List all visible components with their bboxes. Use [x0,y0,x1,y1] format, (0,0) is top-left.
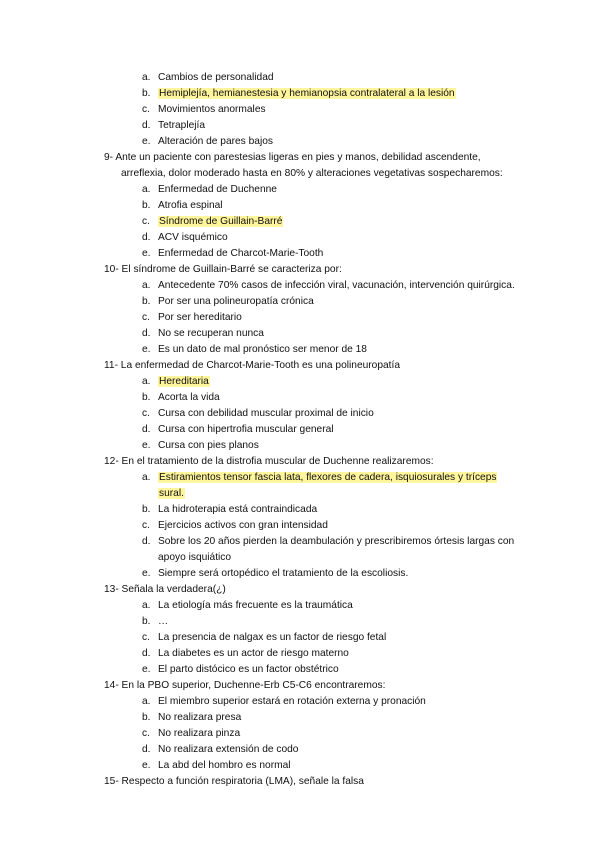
option-8e: e. Alteración de pares bajos [142,136,273,147]
question-11: 11- La enfermedad de Charcot-Marie-Tooth es una polineuropatía [104,360,400,371]
option-8a: a. Cambios de personalidad [142,72,274,83]
question-10: 10- El síndrome de Guillain-Barré se caracteriza por: [104,264,342,275]
option-14e: e. La abd del hombro es normal [142,760,291,771]
option-14d: d. No realizara extensión de codo [142,744,299,755]
option-13e: e. El parto distócico es un factor obstétrico [142,664,339,675]
option-11b: b. Acorta la vida [142,392,220,403]
option-13b: b. … [142,616,169,627]
option-13d: d. La diabetes es un actor de riesgo materno [142,648,349,659]
question-13: 13- Señala la verdadera(¿) [104,584,226,595]
option-13c: c. La presencia de nalgax es un factor de riesgo fetal [142,632,387,643]
option-8d: d. Tetraplejía [142,120,206,131]
option-13a: a. La etiología más frecuente es la traumática [142,600,353,611]
option-10d: d. No se recuperan nunca [142,328,264,339]
highlighted-answer: Hemiplejía, hemianestesia y hemianopsia contralateral a la lesión [159,88,455,99]
option-12d: d. Sobre los 20 años pierden la deambulación y prescribiremos órtesis largas con [142,536,515,547]
question-9-continuation: arreflexia, dolor moderado hasta en 80% y alteraciones vegetativas sospecharemos: [121,168,503,179]
question-12: 12- En el tratamiento de la distrofia muscular de Duchenne realizaremos: [104,456,434,467]
option-10a: a. Antecedente 70% casos de infección viral, vacunación, intervención quirúrgica. [142,280,515,291]
option-11a: a. Hereditaria [142,376,209,387]
option-12d-continuation: apoyo isquiático [158,552,232,563]
option-14c: c. No realizara pinza [142,728,241,739]
highlighted-answer: Hereditaria [159,376,209,387]
question-14: 14- En la PBO superior, Duchenne-Erb C5-C6 encontraremos: [104,680,386,691]
option-14a: a. El miembro superior estará en rotación externa y pronación [142,696,426,707]
option-12a: a. Estiramientos tensor fascia lata, flexores de cadera, isquiosurales y tríceps [142,472,497,483]
option-9b: b. Atrofia espinal [142,200,223,211]
option-11d: d. Cursa con hipertrofia muscular general [142,424,334,435]
option-10c: c. Por ser hereditario [142,312,242,323]
option-8b: b. Hemiplejía, hemianestesia y hemianopsia contralateral a la lesión [142,88,455,99]
option-14b: b. No realizara presa [142,712,242,723]
question-9: 9- Ante un paciente con parestesias ligeras en pies y manos, debilidad ascendente, [104,152,481,163]
option-10b: b. Por ser una polineuropatía crónica [142,296,314,307]
option-9e: e. Enfermedad de Charcot-Marie-Tooth [142,248,324,259]
option-9a: a. Enfermedad de Duchenne [142,184,277,195]
option-11e: e. Cursa con pies planos [142,440,259,451]
option-12b: b. La hidroterapia está contraindicada [142,504,318,515]
highlighted-answer: Estiramientos tensor fascia lata, flexores de cadera, isquiosurales y tríceps [159,472,497,483]
option-12c: c. Ejercicios activos con gran intensidad [142,520,328,531]
highlighted-answer: Síndrome de Guillain-Barré [159,216,283,227]
option-9c: c. Síndrome de Guillain-Barré [142,216,283,227]
option-12a-continuation [158,487,185,500]
option-9d: d. ACV isquémico [142,232,228,243]
option-10e: e. Es un dato de mal pronóstico ser menor de 18 [142,344,367,355]
highlighted-answer: sural. [159,488,184,499]
option-12e: e. Siempre será ortopédico el tratamiento de la escoliosis. [142,568,409,579]
option-8c: c. Movimientos anormales [142,104,266,115]
option-11c: c. Cursa con debilidad muscular proximal de inicio [142,408,374,419]
question-15: 15- Respecto a función respiratoria (LMA), señale la falsa [104,776,364,787]
